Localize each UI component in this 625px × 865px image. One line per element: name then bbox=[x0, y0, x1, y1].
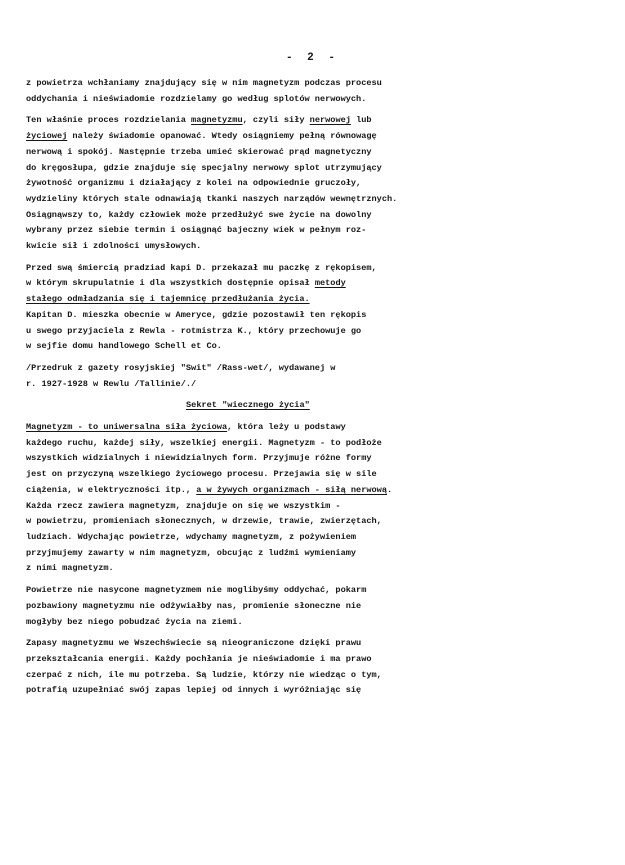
text-line bbox=[26, 223, 566, 239]
text-line bbox=[26, 561, 566, 577]
text-line bbox=[26, 161, 566, 177]
text-line bbox=[26, 467, 566, 483]
section-title: Sekret "wiecznego życia" bbox=[186, 400, 310, 411]
paragraph bbox=[26, 261, 566, 355]
text-line bbox=[26, 668, 566, 684]
text-line bbox=[26, 76, 566, 92]
text-run: w którym skrupulatnie i dla wszystkich dostępnie opisał bbox=[26, 278, 315, 289]
text-line bbox=[26, 530, 566, 546]
text-line bbox=[26, 129, 566, 145]
text-run: przyjmujemy zawarty w nim magnetyzm, obcując z ludźmi wymieniamy bbox=[26, 547, 357, 558]
text-run: . bbox=[387, 484, 393, 495]
text-line bbox=[26, 683, 566, 699]
text-run: Każda rzecz zawiera magnetyzm, znajduje on się we wszystkim - bbox=[26, 500, 341, 511]
text-line bbox=[26, 636, 566, 652]
text-line bbox=[26, 546, 566, 562]
text-run: żywotność organizmu i działający z kolei na odpowiednie gruczoły, bbox=[26, 178, 362, 189]
underlined-text: Magnetyzm - to uniwersalna siła życiowa bbox=[26, 422, 228, 433]
text-line bbox=[26, 192, 566, 208]
text-line bbox=[26, 436, 566, 452]
text-line bbox=[26, 292, 566, 308]
text-run: u swego przyjaciela z Rewla - rotmistrza K., który przechowuje go bbox=[26, 325, 362, 336]
text-line bbox=[26, 599, 566, 615]
text-line bbox=[26, 451, 566, 467]
text-run: wybrany przez siebie termin i osiągnąć bajeczny wiek w pełnym roz- bbox=[26, 225, 367, 236]
text-line bbox=[26, 377, 566, 393]
text-run: Powietrze nie nasycone magnetyzmem nie moglibyśmy oddychać, pokarm bbox=[26, 585, 367, 596]
text-run: Zapasy magnetyzmu we Wszechświecie są nieograniczone dzięki prawu bbox=[26, 638, 362, 649]
text-line bbox=[26, 420, 566, 436]
text-run: wszystkich widzialnych i niewidzialnych form. Przyjmuje różne formy bbox=[26, 453, 372, 464]
underlined-text: metody bbox=[314, 278, 346, 289]
text-run: r. 1927-1928 w Rewlu /Tallinie/./ bbox=[26, 378, 197, 389]
text-line bbox=[26, 339, 566, 355]
text-run: , czyli siły bbox=[242, 115, 310, 126]
text-line bbox=[26, 92, 566, 108]
text-run: lub bbox=[350, 115, 372, 126]
text-run: w sejfie domu handlowego Schell et Co. bbox=[26, 341, 222, 352]
text-line bbox=[26, 308, 566, 324]
text-run: jest on przyczyną wszelkiego życiowego procesu. Przejawia się w sile bbox=[26, 469, 377, 480]
paragraph bbox=[26, 398, 566, 414]
text-line bbox=[26, 276, 566, 292]
text-run: Osiągnąwszy to, każdy człowiek może przedłużyć swe życie na dowolny bbox=[26, 209, 372, 220]
page-number: - 2 - bbox=[285, 52, 339, 64]
underlined-text: a w żywych organizmach - siłą nerwową bbox=[196, 484, 387, 495]
text-run: wydzieliny których stale odnawiają tkanki naszych narządów wewnętrznych. bbox=[26, 193, 398, 204]
text-run: przekształcania energii. Każdy pochłania je nieświadomie i ma prawo bbox=[26, 653, 372, 664]
text-run: Ten właśnie proces rozdzielania bbox=[26, 115, 192, 126]
paragraph bbox=[26, 583, 566, 630]
text-run: pozbawiony magnetyzmu nie odżywiałby nas, promienie słoneczne nie bbox=[26, 600, 362, 611]
text-line bbox=[26, 261, 566, 277]
text-line bbox=[26, 514, 566, 530]
text-run: do kręgosłupa, gdzie znajduje się specjalny nerwowy splot utrzymujący bbox=[26, 162, 382, 173]
text-line bbox=[26, 499, 566, 515]
text-run: potrafią uzupełniać swój zapas lepiej od innych i wyróżniając się bbox=[26, 685, 362, 696]
text-run: ludziach. Wdychając powietrze, wdychamy magnetyzm, z pożywieniem bbox=[26, 531, 357, 542]
text-line bbox=[26, 324, 566, 340]
text-run: z nimi magnetyzm. bbox=[26, 563, 114, 574]
text-run: należy świadomie opanować. Wtedy osiągniemy pełną równowagę bbox=[67, 131, 377, 142]
paragraph bbox=[26, 636, 566, 699]
text-line bbox=[26, 145, 566, 161]
text-run: Przed swą śmiercią pradziad kapi D. przekazał mu paczkę z rękopisem, bbox=[26, 262, 377, 273]
paragraph bbox=[26, 76, 566, 107]
text-run: oddychania i nieświadomie rozdzielamy go według splotów nerwowych. bbox=[26, 93, 367, 104]
text-line bbox=[26, 176, 566, 192]
document-body bbox=[26, 76, 566, 699]
underlined-text: życiowej bbox=[26, 131, 68, 142]
text-run: czerpać z nich, ile mu potrzeba. Są ludzie, którzy nie wiedząc o tym, bbox=[26, 669, 382, 680]
text-line bbox=[26, 483, 566, 499]
text-line bbox=[26, 113, 566, 129]
underlined-text: stałego odmładzania się i tajemnicę przedłużania życia. bbox=[26, 294, 310, 305]
text-run: , która leży u podstawy bbox=[227, 422, 346, 433]
text-run: ciążenia, w elektryczności itp., bbox=[26, 484, 197, 495]
text-run: Kapitan D. mieszka obecnie w Ameryce, gdzie pozostawił ten rękopis bbox=[26, 309, 367, 320]
text-run: mogłyby bez niego pobudzać życia na ziemi. bbox=[26, 616, 243, 627]
paragraph bbox=[26, 113, 566, 254]
text-line bbox=[26, 239, 566, 255]
text-line bbox=[26, 652, 566, 668]
text-run: z powietrza wchłaniamy znajdujący się w nim magnetyzm podczas procesu bbox=[26, 78, 382, 88]
text-run: każdego ruchu, każdej siły, wszelkiej energii. Magnetyzm - to podłoże bbox=[26, 437, 382, 448]
text-run: /Przedruk z gazety rosyjskiej "Swit" /Rass-wet/, wydawanej w bbox=[26, 362, 336, 373]
underlined-text: magnetyzmu bbox=[191, 115, 243, 126]
paragraph bbox=[26, 361, 566, 392]
text-line bbox=[26, 615, 566, 631]
text-run: nerwową i spokój. Następnie trzeba umieć skierować prąd magnetyczny bbox=[26, 146, 372, 157]
text-line bbox=[26, 208, 566, 224]
text-run: kwicie sił i zdolności umysłowych. bbox=[26, 241, 202, 252]
text-line bbox=[26, 398, 566, 414]
paragraph bbox=[26, 420, 566, 577]
text-line bbox=[26, 361, 566, 377]
text-run: w powietrzu, promieniach słonecznych, w drzewie, trawie, zwierzętach, bbox=[26, 516, 382, 527]
text-line bbox=[26, 583, 566, 599]
underlined-text: nerwowej bbox=[309, 115, 351, 126]
